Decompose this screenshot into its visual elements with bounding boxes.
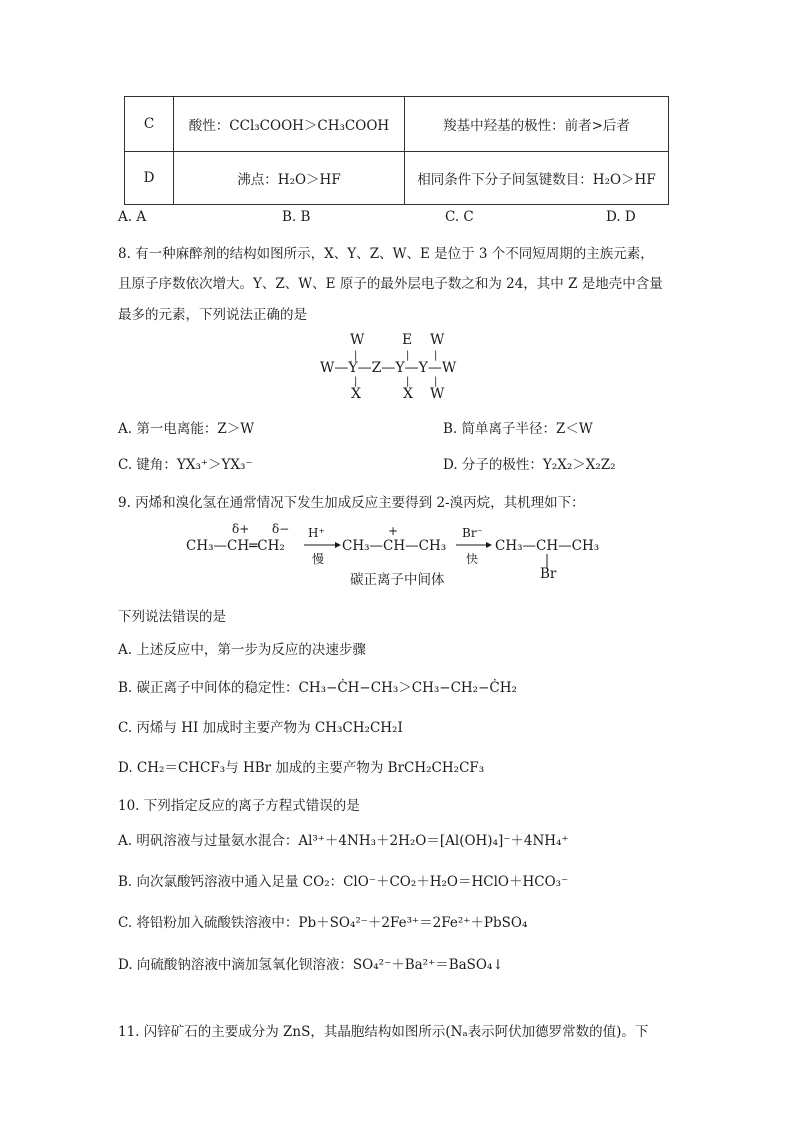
q8-stem-line1: 8. 有一种麻醉剂的结构如图所示，X、Y、Z、W、E 是位于 3 个不同短周期的主族元素， bbox=[118, 246, 654, 262]
q7-choice-b: B. B bbox=[282, 209, 311, 225]
q9-stem: 9. 丙烯和溴化氢在通常情况下发生加成反应主要得到 2-溴丙烷，其机理如下： bbox=[118, 495, 585, 511]
q8-stem-line3: 最多的元素，下列说法正确的是 bbox=[118, 307, 307, 323]
table-cell-explanation: 相同条件下分子间氢键数目：H₂O＞HF bbox=[405, 152, 669, 205]
q7-choice-a: A. A bbox=[118, 209, 147, 225]
table-cell-option: D bbox=[125, 152, 174, 205]
q9-option-b: B. 碳正离子中间体的稳定性：CH₃−ĊH−CH₃＞CH₃−CH₂−ĊH₂ bbox=[118, 680, 517, 696]
step1-reagent: H⁺ bbox=[308, 526, 325, 540]
q10-option-d: D. 向硫酸钠溶液中滴加氢氧化钡溶液：SO₄²⁻＋Ba²⁺＝BaSO₄↓ bbox=[118, 957, 504, 973]
q8-option-a: A. 第一电离能：Z＞W bbox=[118, 421, 255, 437]
intermediate: CH₃—CH—CH₃ bbox=[342, 538, 447, 554]
reactant-propene: CH₃—CH═CH₂ bbox=[186, 538, 285, 554]
table-cell-phenomenon: 沸点：H₂O＞HF bbox=[174, 152, 405, 205]
q8-option-b: B. 简单离子半径：Z＜W bbox=[443, 421, 593, 437]
table-row bbox=[125, 152, 669, 205]
q8-structure-diagram: W E W | | | W—Y—Z—Y—Y—W | | | X X W bbox=[320, 332, 457, 402]
q7-choice-c: C. C bbox=[445, 209, 474, 225]
q9-option-c: C. 丙烯与 HI 加成时主要产物为 CH₃CH₂CH₂I bbox=[118, 720, 403, 736]
q9-mechanism-diagram bbox=[186, 520, 616, 586]
options-table bbox=[124, 96, 669, 205]
q9-option-d: D. CH₂＝CHCF₃与 HBr 加成的主要产物为 BrCH₂CH₂CF₃ bbox=[118, 760, 485, 776]
intermediate-label: 碳正离子中间体 bbox=[350, 572, 445, 588]
table-cell-option: C bbox=[125, 97, 174, 152]
struct-top-2: E bbox=[402, 332, 413, 348]
q9-ask: 下列说法错误的是 bbox=[118, 609, 226, 625]
q10-option-b: B. 向次氯酸钙溶液中通入足量 CO₂：ClO⁻＋CO₂＋H₂O＝HClO＋HCO₃⁻ bbox=[118, 874, 569, 890]
q7-choice-d: D. D bbox=[606, 209, 636, 225]
q8-option-c: C. 键角：YX₃⁺＞YX₃⁻ bbox=[118, 457, 253, 473]
intermediate-charge: + bbox=[388, 524, 399, 538]
struct-main-chain: W—Y—Z—Y—Y—W bbox=[320, 360, 457, 376]
product-substituent: Br bbox=[540, 566, 557, 582]
struct-bottom-1: X bbox=[351, 386, 361, 402]
delta-minus: δ− bbox=[272, 522, 290, 536]
q10-stem: 10. 下列指定反应的离子方程式错误的是 bbox=[118, 798, 360, 814]
step2-speed: 快 bbox=[466, 552, 479, 566]
q11-stem: 11. 闪锌矿石的主要成分为 ZnS，其晶胞结构如图所示(Nₐ表示阿伏加德罗常数的值)。下 bbox=[118, 1024, 649, 1040]
struct-top-1: W bbox=[350, 332, 365, 348]
table-cell-phenomenon: 酸性：CCl₃COOH＞CH₃COOH bbox=[174, 97, 405, 152]
q10-option-a: A. 明矾溶液与过量氨水混合：Al³⁺＋4NH₃＋2H₂O＝[Al(OH)₄]⁻＋4NH₄⁺ bbox=[118, 833, 569, 849]
delta-plus: δ+ bbox=[232, 522, 250, 536]
struct-bottom-2: X bbox=[403, 386, 413, 402]
q9-option-a: A. 上述反应中，第一步为反应的决速步骤 bbox=[118, 642, 366, 658]
step2-reagent: Br⁻ bbox=[462, 526, 483, 540]
struct-top-3: W bbox=[430, 332, 445, 348]
struct-bottom-3: W bbox=[430, 386, 445, 402]
q10-option-c: C. 将铅粉加入硫酸铁溶液中：Pb＋SO₄²⁻＋2Fe³⁺＝2Fe²⁺＋PbSO₄ bbox=[118, 915, 528, 931]
table-row bbox=[125, 97, 669, 152]
q8-stem-line2: 且原子序数依次增大。Y、Z、W、E 原子的最外层电子数之和为 24，其中 Z 是地壳中含量 bbox=[118, 276, 663, 292]
product: CH₃—CH—CH₃ bbox=[495, 538, 600, 554]
step1-speed: 慢 bbox=[312, 552, 325, 566]
table-cell-explanation: 羧基中羟基的极性：前者>后者 bbox=[405, 97, 669, 152]
q8-option-d: D. 分子的极性：Y₂X₂＞X₂Z₂ bbox=[443, 457, 616, 473]
